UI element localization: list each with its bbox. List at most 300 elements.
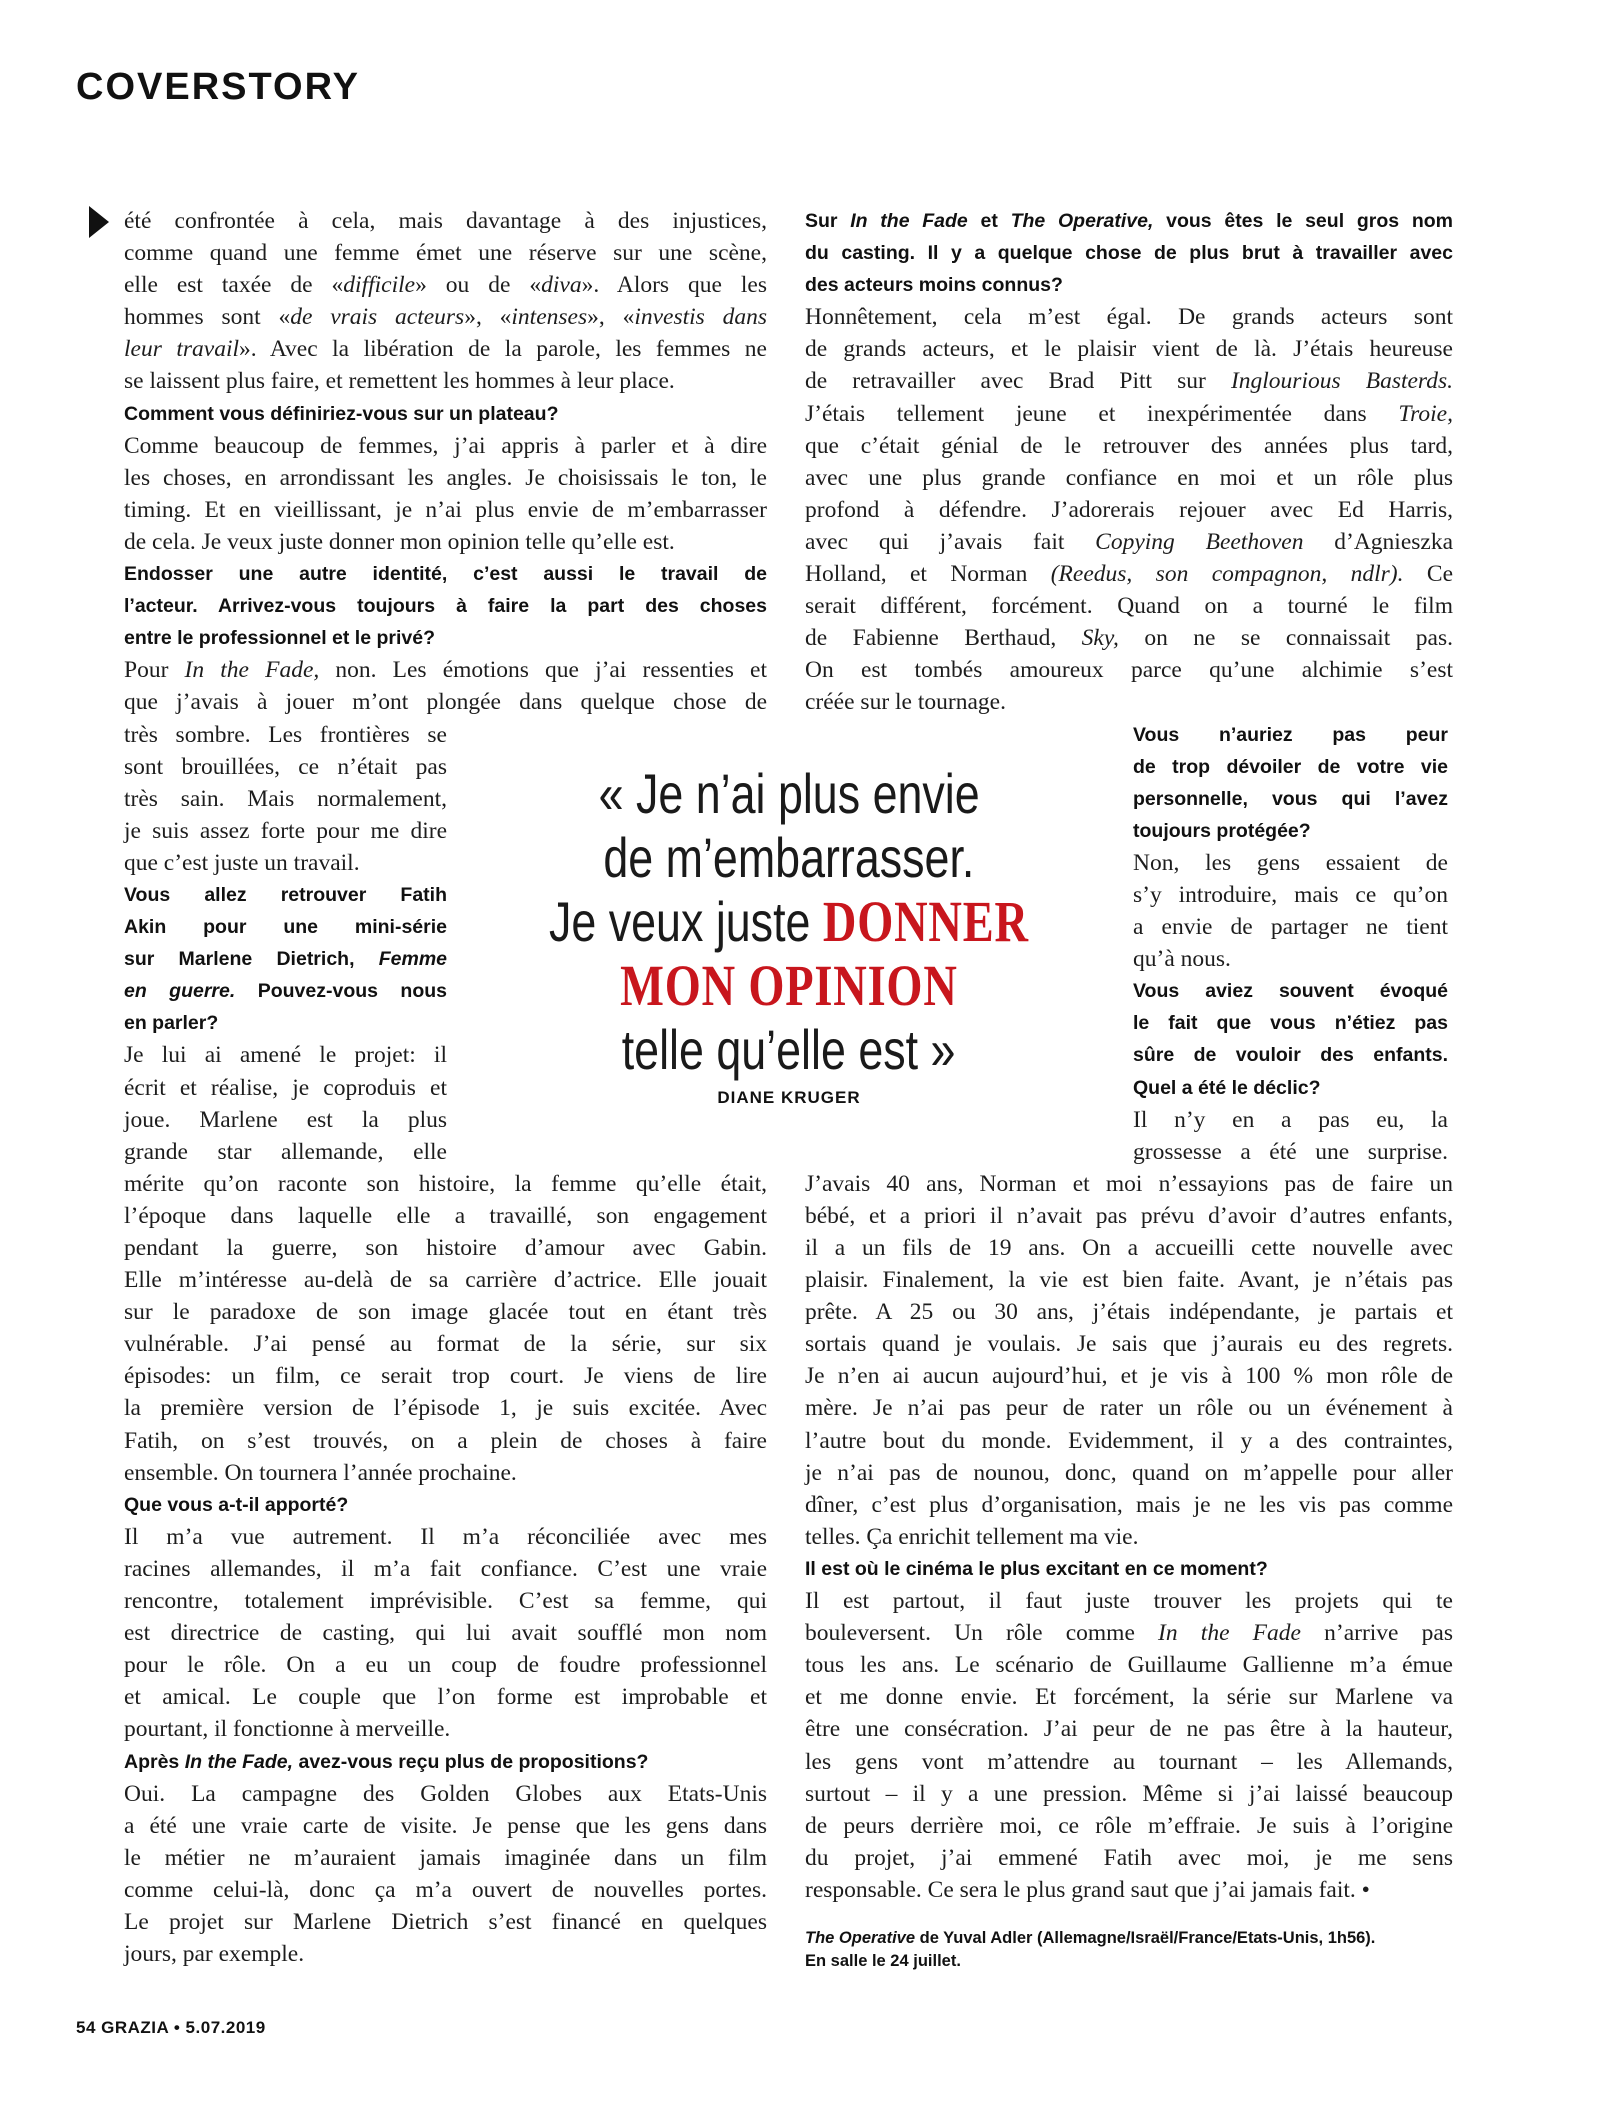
answer-line xyxy=(124,1392,767,1424)
text-segment: Que vous a-t-il apporté? xyxy=(124,1493,349,1516)
question-line xyxy=(124,398,767,430)
text-segment: rencontre, totalement imprévisible. C’est sa femme, qui xyxy=(124,1588,767,1615)
text-segment: l’autre bout du monde. Evidemment, il y a des contraintes, xyxy=(805,1427,1453,1454)
line-text xyxy=(805,1620,1453,1646)
question-line xyxy=(1133,783,1448,815)
text-segment: été confrontée à cela, mais davantage à des injustices, xyxy=(124,208,767,234)
line-text xyxy=(1133,946,1231,972)
answer-line xyxy=(805,462,1453,494)
line-text xyxy=(805,1171,1453,1197)
line-text xyxy=(805,1781,1453,1807)
line-text xyxy=(1133,820,1311,842)
answer-line xyxy=(805,1874,1453,1906)
answer-line xyxy=(805,1360,1453,1392)
line-text xyxy=(1133,1107,1448,1133)
line-text xyxy=(124,1588,767,1614)
text-segment: Quel a été le déclic? xyxy=(1133,1076,1321,1099)
line-text xyxy=(1133,1077,1321,1099)
italic-title: (Reedus, son compagnon, ndlr). xyxy=(1050,561,1404,588)
answer-line xyxy=(124,847,447,879)
line-text xyxy=(124,1235,767,1261)
text-segment: Le projet sur Marlene Dietrich s’est financé en quelques xyxy=(124,1908,767,1935)
text-segment: hommes sont « xyxy=(124,304,291,331)
pull-quote-text: « Je n’ai plus envie xyxy=(598,762,980,825)
text-segment: de retravailler avec Brad Pitt sur xyxy=(805,368,1231,395)
answer-line xyxy=(805,1296,1453,1328)
line-text xyxy=(124,1075,447,1101)
answer-line xyxy=(124,1874,767,1906)
text-segment: elle est taxée de « xyxy=(124,272,344,299)
question-line xyxy=(1133,1007,1448,1039)
pull-quote xyxy=(489,762,1089,1108)
text-segment: comme quand une femme émet une réserve sur une scène, xyxy=(124,240,767,267)
question-line xyxy=(1133,751,1448,783)
text-segment: très sombre. Les frontières se xyxy=(124,721,447,748)
line-text xyxy=(124,1012,218,1034)
line-text xyxy=(805,1588,1453,1614)
line-text xyxy=(124,1331,767,1357)
answer xyxy=(124,430,767,558)
text-segment: du casting. Il y a quelque chose de plus brut à travailler avec xyxy=(805,242,1453,265)
text-segment: sortais quand je voulais. Je sais que j’aurais eu des regrets. xyxy=(805,1331,1453,1358)
line-text xyxy=(124,657,767,683)
line-text xyxy=(1133,850,1448,876)
text-segment: je suis assez forte pour me dire xyxy=(124,817,447,844)
line-text xyxy=(805,1203,1453,1229)
text-segment: vulnérable. J’ai pensé au format de la série, sur six xyxy=(124,1331,767,1358)
answer-line xyxy=(124,205,767,237)
text-segment: de grands acteurs, et le plaisir vient de là. J’étais heureuse xyxy=(805,336,1453,363)
line-text xyxy=(124,595,767,617)
text-segment: entre le professionnel et le privé? xyxy=(124,627,436,650)
line-text xyxy=(124,818,447,844)
line-text xyxy=(124,627,435,649)
answer-line xyxy=(1133,943,1448,975)
answer xyxy=(124,1521,767,1746)
caption-release: En salle le 24 juillet. xyxy=(805,1952,961,1970)
answer-line xyxy=(124,1360,767,1392)
text-segment: sur Marlene Dietrich, xyxy=(124,948,379,971)
line-text xyxy=(124,304,767,330)
answer-line xyxy=(805,365,1453,397)
pull-quote-text: telle qu’elle est » xyxy=(622,1018,956,1081)
answer-line xyxy=(805,1457,1453,1489)
answer-line xyxy=(124,462,767,494)
line-text xyxy=(124,1042,447,1068)
question-line xyxy=(1133,719,1448,751)
question-line xyxy=(805,1553,1453,1585)
answer-line xyxy=(805,622,1453,654)
line-text xyxy=(124,722,447,748)
text-segment: dîner, c’est plus d’organisation, mais je ne les vis pas comme xyxy=(805,1491,1453,1518)
answer-line xyxy=(124,1104,447,1136)
italic-title: In the Fade xyxy=(1158,1620,1301,1647)
answer-line xyxy=(124,1425,767,1457)
answer-line xyxy=(124,494,767,526)
text-segment: et xyxy=(967,210,1011,232)
text-segment: d’Agnieszka xyxy=(1303,528,1453,555)
italic-title: intenses xyxy=(511,304,588,331)
text-segment: personnelle, vous qui l’avez xyxy=(1133,787,1448,810)
answer-line xyxy=(805,1713,1453,1745)
text-segment: plaisir. Finalement, la vie est bien faite. Avant, je n’étais pas xyxy=(805,1267,1453,1294)
line-text xyxy=(124,1877,767,1903)
italic-title: diva xyxy=(541,272,582,299)
question-line xyxy=(124,1746,767,1778)
line-text xyxy=(124,1267,767,1293)
text-segment: Endosser une autre identité, c’est aussi le travail de xyxy=(124,563,767,586)
answer-line xyxy=(805,1425,1453,1457)
answer-line xyxy=(124,1072,447,1104)
line-text xyxy=(1133,1139,1448,1165)
question-line xyxy=(1133,815,1448,847)
line-text xyxy=(124,497,767,523)
text-segment: Pouvez-vous nous xyxy=(235,980,447,1003)
text-segment: », « xyxy=(464,304,512,331)
line-text xyxy=(805,1460,1453,1486)
answer-line xyxy=(805,1746,1453,1778)
line-text xyxy=(805,1716,1453,1742)
line-text xyxy=(124,1428,767,1454)
line-text xyxy=(124,1716,450,1742)
line-text xyxy=(805,304,1453,330)
text-segment: de peurs derrière moi, ce rôle m’effraie. Je suis à l’origine xyxy=(805,1812,1453,1839)
section-label: COVERSTORY xyxy=(76,66,360,108)
line-text xyxy=(805,1363,1453,1389)
question xyxy=(805,205,1453,301)
text-segment: ensemble. On tournera l’année prochaine. xyxy=(124,1459,517,1486)
text-segment: que c’était génial de le retrouver des années plus tard, xyxy=(805,432,1453,459)
answer-line xyxy=(1133,1136,1448,1168)
answer-line xyxy=(124,1521,767,1553)
line-text xyxy=(1133,724,1448,746)
text-segment: épisodes: un film, ce serait trop court. Je viens de lire xyxy=(124,1363,767,1390)
line-text xyxy=(124,1494,348,1516)
question-line xyxy=(124,1489,767,1521)
line-text xyxy=(124,1524,767,1550)
italic-title: In the Fade xyxy=(850,210,968,232)
text-segment: comme celui-là, donc ça m’a ouvert de nouvelles portes. xyxy=(124,1876,767,1903)
line-text xyxy=(805,1877,1370,1903)
text-segment: ». Avec la libération de la parole, les femmes ne xyxy=(239,336,767,363)
line-text xyxy=(805,242,1453,264)
text-segment: toujours protégée? xyxy=(1133,819,1311,842)
answer-line xyxy=(805,1681,1453,1713)
answer-line xyxy=(805,1489,1453,1521)
line-text xyxy=(805,1813,1453,1839)
text-segment: bébé, et a priori il n’avait pas prévu d’avoir d’autres enfants, xyxy=(805,1202,1453,1229)
answer-line xyxy=(124,1810,767,1842)
text-segment: pendant la guerre, son histoire d’amour avec Gabin. xyxy=(124,1235,767,1261)
answer-line xyxy=(805,1168,1453,1200)
line-text xyxy=(124,916,447,938)
answer-line xyxy=(124,526,767,558)
line-text xyxy=(805,529,1453,555)
text-segment: a envie de partager ne tient xyxy=(1133,914,1448,941)
pull-quote-plain: Je veux juste xyxy=(549,890,824,953)
line-text xyxy=(124,563,767,585)
text-segment: il a un fils de 19 ans. On a accueilli cette nouvelle avec xyxy=(805,1235,1453,1261)
text-segment: les choses, en arrondissant les angles. Je choisissais le ton, le xyxy=(124,464,767,491)
line-text xyxy=(1133,788,1448,810)
text-segment: Oui. La campagne des Golden Globes aux Etats-Unis xyxy=(124,1780,767,1807)
text-segment: Ce xyxy=(1403,561,1453,588)
text-segment: On est tombés amoureux parce qu’une alchimie s’est xyxy=(805,657,1453,684)
line-text xyxy=(124,1556,767,1582)
text-segment: responsable. Ce sera le plus grand saut que j’ai jamais fait. • xyxy=(805,1876,1370,1903)
text-segment: vous êtes le seul gros nom xyxy=(1153,210,1453,232)
pull-quote-attribution: DIANE KRUGER xyxy=(717,1088,861,1107)
answer-line xyxy=(124,1842,767,1874)
text-segment: Sur xyxy=(805,210,851,232)
text-segment: prête. A 25 ou 30 ans, j’étais indépendante, je partais et xyxy=(805,1299,1453,1326)
answer-line xyxy=(805,1521,1453,1553)
line-text xyxy=(805,1492,1453,1518)
text-segment: Vous n’auriez pas peur xyxy=(1133,723,1448,746)
continuation-triangle-icon xyxy=(89,206,109,238)
answer-line xyxy=(805,558,1453,590)
answer-line xyxy=(805,654,1453,686)
text-segment: Il m’a vue autrement. Il m’a réconciliée avec mes xyxy=(124,1523,767,1550)
text-segment: ». Alors que les xyxy=(581,272,767,299)
answer-line xyxy=(124,1617,767,1649)
text-segment: l’époque dans laquelle elle a travaillé, son engagement xyxy=(124,1202,767,1229)
answer-line xyxy=(124,1296,767,1328)
caption-details: de Yuval Adler (Allemagne/Israël/France/Etats-Unis, 1h56). xyxy=(915,1929,1376,1947)
text-segment: Vous aviez souvent évoqué xyxy=(1133,980,1448,1003)
line-text xyxy=(805,1684,1453,1710)
question-line xyxy=(124,943,447,975)
text-segment: très sain. Mais normalement, xyxy=(124,785,447,812)
text-segment: Non, les gens essaient de xyxy=(1133,849,1448,876)
answer-line xyxy=(805,333,1453,365)
line-text xyxy=(124,529,675,555)
line-text xyxy=(124,980,447,1002)
film-caption xyxy=(805,1927,1455,1973)
answer-line xyxy=(124,719,447,751)
text-segment: est directrice de casting, qui lui avait soufflé mon nom xyxy=(124,1620,767,1647)
pull-quote-line xyxy=(489,954,1089,1018)
answer-line xyxy=(805,590,1453,622)
question-line xyxy=(1133,975,1448,1007)
text-segment: se laissent plus faire, et remettent les hommes à leur place. xyxy=(124,368,675,395)
text-segment: sûre de vouloir des enfants. xyxy=(1133,1044,1448,1067)
answer-line xyxy=(124,751,447,783)
text-segment: Pour xyxy=(124,657,185,684)
text-segment: des acteurs moins connus? xyxy=(805,274,1063,297)
line-text xyxy=(805,401,1453,427)
answer-line xyxy=(124,654,767,686)
answer-line xyxy=(805,1810,1453,1842)
text-segment: que j’avais à jouer m’ont plongée dans quelque chose de xyxy=(124,689,767,716)
answer-line xyxy=(124,686,767,718)
text-segment: être une consécration. J’ai peur de ne pas être à la hauteur, xyxy=(805,1716,1453,1743)
answer xyxy=(805,301,1453,718)
text-segment: que c’est juste un travail. xyxy=(124,849,360,876)
answer-line xyxy=(124,1938,767,1970)
answer-line xyxy=(124,269,767,301)
italic-title: de vrais acteurs xyxy=(290,304,465,331)
line-text xyxy=(805,1299,1453,1325)
text-segment: timing. Et en vieillissant, je n’ai plus envie de m’embarrasser xyxy=(124,496,767,523)
line-text xyxy=(805,433,1453,459)
text-segment: la première version de l’épisode 1, je suis excitée. Avec xyxy=(124,1395,767,1422)
line-text xyxy=(805,1524,1138,1550)
line-text xyxy=(124,1395,767,1421)
pull-quote-text: de m’embarrasser. xyxy=(603,826,975,889)
line-text xyxy=(1133,980,1448,1002)
answer-line xyxy=(124,1200,767,1232)
answer-line xyxy=(805,494,1453,526)
line-text xyxy=(124,786,447,812)
line-text xyxy=(124,403,558,425)
text-segment: grande star allemande, elle xyxy=(124,1138,447,1165)
italic-title: Troie, xyxy=(1398,400,1453,427)
line-text xyxy=(124,1363,767,1389)
answer-line xyxy=(805,1778,1453,1810)
question xyxy=(124,1489,767,1521)
text-segment: avez-vous reçu plus de propositions? xyxy=(293,1750,649,1773)
line-text xyxy=(124,1684,767,1710)
line-text xyxy=(124,1781,767,1807)
caption-film-title: The Operative xyxy=(805,1929,916,1947)
line-text xyxy=(805,689,1006,715)
line-text xyxy=(124,240,767,266)
answer-line xyxy=(805,398,1453,430)
answer xyxy=(805,1104,1453,1553)
answer-line xyxy=(1133,847,1448,879)
answer-line xyxy=(805,1232,1453,1264)
text-segment: Holland, et Norman xyxy=(805,561,1051,588)
answer-line xyxy=(124,1778,767,1810)
line-text xyxy=(1133,1044,1448,1066)
text-segment: joue. Marlene est la plus xyxy=(124,1106,447,1133)
question-line xyxy=(1133,1039,1448,1071)
italic-title: In the Fade, xyxy=(184,657,320,684)
text-segment: racines allemandes, il m’a fait confiance. C’est une vraie xyxy=(124,1555,767,1582)
text-segment: tous les ans. Le scénario de Guillaume Gallienne m’a émue xyxy=(805,1652,1453,1679)
text-segment: Honnêtement, cela m’est égal. De grands acteurs sont xyxy=(805,304,1453,331)
text-segment: qu’à nous. xyxy=(1133,946,1231,973)
text-segment: sont brouillées, ce n’était pas xyxy=(124,753,447,780)
question xyxy=(805,1553,1453,1585)
line-text xyxy=(124,1909,767,1935)
text-segment: Akin pour une mini-série xyxy=(124,916,447,939)
question xyxy=(124,1746,767,1778)
answer-line xyxy=(124,1457,767,1489)
question-line xyxy=(805,237,1453,269)
text-segment: J’étais tellement jeune et inexpérimentée dans xyxy=(805,400,1399,427)
answer-line xyxy=(1133,879,1448,911)
line-text xyxy=(124,336,767,362)
line-text xyxy=(124,1107,447,1133)
text-segment: Comme beaucoup de femmes, j’ai appris à parler et à dire xyxy=(124,432,767,459)
answer-line xyxy=(124,301,767,333)
text-segment: et amical. Le couple que l’on forme est improbable et xyxy=(124,1684,767,1711)
line-text xyxy=(124,948,447,970)
question xyxy=(124,558,767,654)
italic-title: leur travail xyxy=(124,336,240,363)
answer-line xyxy=(124,783,447,815)
caption-line xyxy=(805,1927,1455,1950)
text-segment: non. Les émotions que j’ai ressenties et xyxy=(319,657,767,684)
line-text xyxy=(124,1460,517,1486)
line-text xyxy=(805,1428,1453,1454)
line-text xyxy=(124,272,767,298)
answer-line xyxy=(805,301,1453,333)
line-text xyxy=(805,657,1453,683)
answer-line xyxy=(124,237,767,269)
line-text xyxy=(124,1299,767,1325)
text-segment: de trop dévoiler de votre vie xyxy=(1133,755,1448,778)
line-text xyxy=(805,1235,1453,1261)
pull-quote-line xyxy=(489,890,1089,954)
answer-line xyxy=(124,1264,767,1296)
line-text xyxy=(805,336,1453,362)
text-segment: bouleversent. Un rôle comme xyxy=(805,1620,1159,1647)
text-segment: en parler? xyxy=(124,1012,219,1035)
text-segment: le métier ne m’auraient jamais imaginée dans un film xyxy=(124,1844,767,1871)
answer-line xyxy=(124,1906,767,1938)
text-segment: on ne se connaissait pas. xyxy=(1118,625,1453,652)
line-text xyxy=(124,1813,767,1839)
question-line xyxy=(124,975,447,1007)
text-segment: J’avais 40 ans, Norman et moi n’essayions pas de faire un xyxy=(805,1170,1453,1197)
text-segment: » ou de « xyxy=(415,272,542,299)
text-segment: du projet, j’ai emmené Fatih avec moi, je me sens xyxy=(805,1844,1453,1871)
text-segment: Il est où le cinéma le plus excitant en ce moment? xyxy=(805,1557,1268,1580)
question-line xyxy=(124,590,767,622)
answer-line xyxy=(805,430,1453,462)
text-segment: je n’ai pas de nounou, donc, quand on m’appelle pour aller xyxy=(805,1459,1453,1486)
line-text xyxy=(124,884,447,906)
line-text xyxy=(805,1395,1453,1421)
line-text xyxy=(805,1749,1453,1775)
line-text xyxy=(124,465,767,491)
line-text xyxy=(124,368,675,394)
text-segment: de cela. Je veux juste donner mon opinion telle qu’elle est. xyxy=(124,528,675,555)
line-text xyxy=(124,1845,767,1871)
answer-line xyxy=(124,1328,767,1360)
question-line xyxy=(124,1007,447,1039)
line-text xyxy=(124,1203,767,1229)
answer-line xyxy=(1133,1104,1448,1136)
answer-line xyxy=(805,1842,1453,1874)
text-segment: Je n’en ai aucun aujourd’hui, et je vis à 100 % mon rôle de xyxy=(805,1363,1453,1390)
text-segment: », « xyxy=(587,304,635,331)
question-line xyxy=(124,622,767,654)
text-segment: profond à défendre. J’adorerais rejouer avec Ed Harris, xyxy=(805,496,1453,523)
pull-quote-line xyxy=(489,1018,1089,1082)
text-segment: avec qui j’avais fait xyxy=(805,528,1096,555)
question xyxy=(124,398,767,430)
italic-title: The Operative, xyxy=(1010,210,1154,232)
pull-quote-highlight: MON OPINION xyxy=(620,953,958,1018)
question-line xyxy=(124,911,447,943)
text-segment: n’arrive pas xyxy=(1300,1620,1453,1647)
text-segment: mère. Je n’ai pas peur de rater un rôle ou un événement à xyxy=(805,1395,1453,1422)
text-segment: Après xyxy=(124,1750,185,1773)
text-segment: créée sur le tournage. xyxy=(805,689,1006,716)
page-folio: 54 GRAZIA • 5.07.2019 xyxy=(76,2018,266,2037)
line-text xyxy=(124,850,360,876)
text-segment: telles. Ça enrichit tellement ma vie. xyxy=(805,1523,1139,1550)
line-text xyxy=(805,465,1453,491)
text-segment: Elle m’intéresse au-delà de sa carrière d’actrice. Elle jouait xyxy=(124,1267,767,1294)
line-text xyxy=(124,208,767,234)
text-segment: s’y introduire, mais ce qu’on xyxy=(1133,881,1448,908)
answer-line xyxy=(124,430,767,462)
